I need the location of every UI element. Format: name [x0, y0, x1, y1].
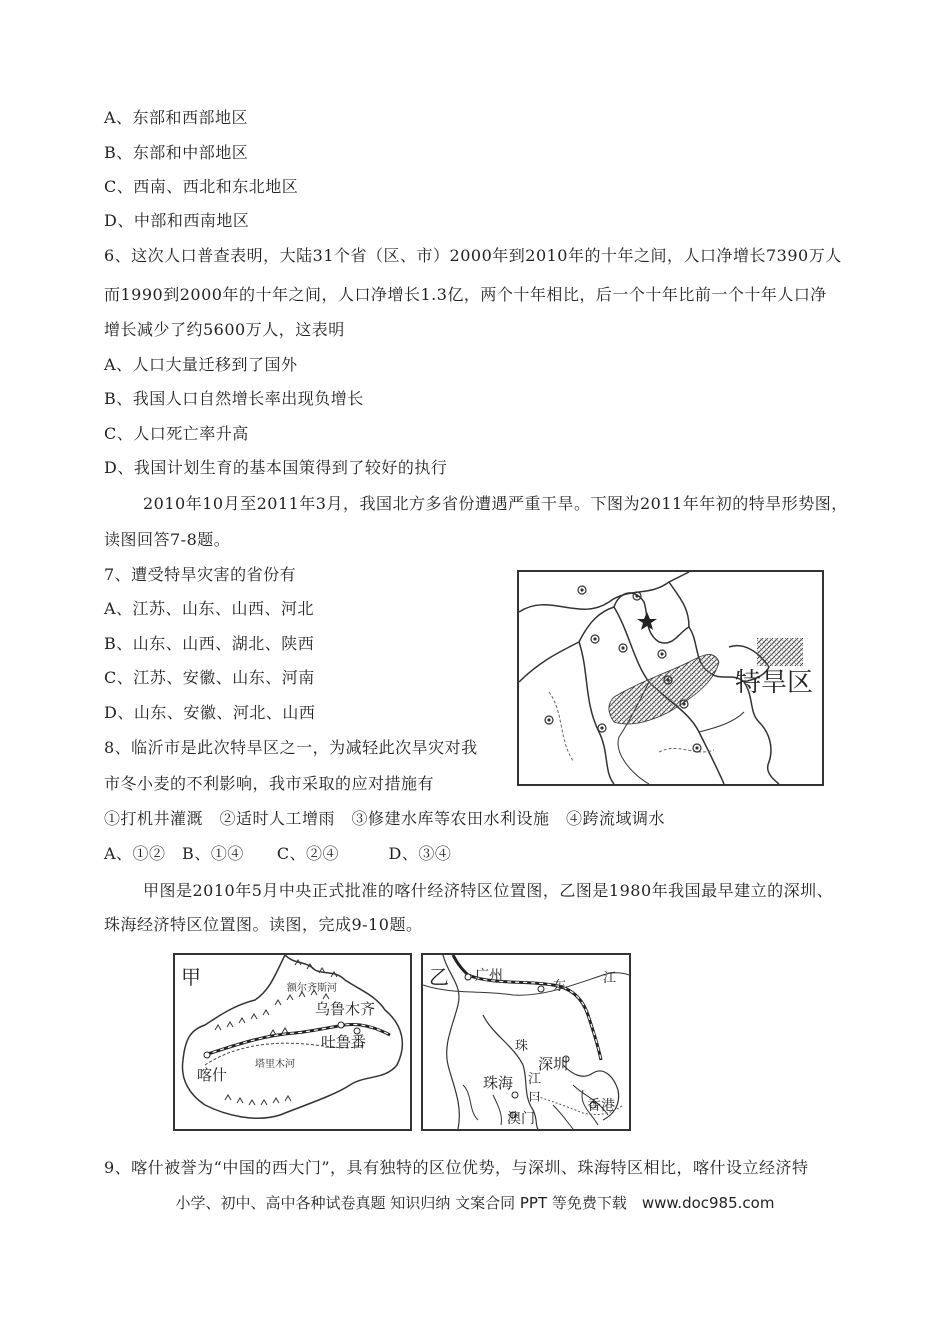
q7-option-b: B、山东、山西、湖北、陕西	[104, 634, 315, 653]
drought-legend-label: 特旱区	[735, 668, 814, 698]
q6-option-a: A、人口大量迁移到了国外	[104, 355, 298, 374]
label-shenzhen: 深圳	[538, 1055, 569, 1073]
label-guangzhou: 广州	[475, 968, 503, 984]
label-zhu: 珠	[515, 1039, 529, 1054]
q9-stem: 9、喀什被誉为“中国的西大门”，具有独特的区位优势，与深圳、珠海特区相比，喀什设立经济特	[104, 1158, 809, 1177]
q7-option-c: C、江苏、安徽、山东、河南	[104, 668, 315, 687]
q6-option-d: D、我国计划生育的基本国策得到了较好的执行	[104, 458, 448, 477]
q6-option-c: C、人口死亡率升高	[104, 424, 249, 443]
q5-option-b: B、东部和中部地区	[104, 143, 249, 162]
q5-option-d: D、中部和西南地区	[104, 211, 250, 230]
q6-stem-line1: 6、这次人口普查表明，大陆31个省（区、市）2000年到2010年的十年之间，人口净增长7390万人	[104, 246, 842, 265]
q8-measures: ①打机井灌溉 ②适时人工增雨 ③修建水库等农田水利设施 ④跨流域调水	[104, 809, 666, 828]
q7-option-d: D、山东、安徽、河北、山西	[104, 703, 316, 722]
page-footer: 小学、初中、高中各种试卷真题 知识归纳 文案合同 PPT 等免费下载 www.doc985.com	[175, 1194, 775, 1212]
q5-option-c: C、西南、西北和东北地区	[104, 177, 299, 196]
q8-stem-line1: 8、临沂市是此次特旱区之一，为减轻此次旱灾对我	[104, 738, 478, 757]
q5-option-a: A、东部和西部地区	[104, 108, 249, 127]
intro-7-8-line1: 2010年10月至2011年3月，我国北方多省份遭遇严重干旱。下图为2011年年初的特旱形势图，	[143, 494, 848, 513]
q7-stem: 7、遭受特旱灾害的省份有	[104, 565, 297, 584]
map-yi	[421, 953, 631, 1131]
label-dong: 东	[553, 979, 567, 994]
label-macau: 澳门	[507, 1111, 535, 1127]
label-kou: 口	[528, 1090, 542, 1105]
label-jiang: 江	[603, 971, 617, 986]
intro-9-10-line2: 珠海经济特区位置图。读图，完成9-10题。	[104, 915, 423, 934]
q8-options: A、①② B、①④ C、②④ D、③④	[104, 844, 452, 863]
q6-option-b: B、我国人口自然增长率出现负增长	[104, 389, 364, 408]
intro-9-10-line1: 甲图是2010年5月中央正式批准的喀什经济特区位置图，乙图是1980年我国最早建立的深圳、	[143, 881, 834, 900]
q6-stem-line3: 增长减少了约5600万人，这表明	[104, 320, 345, 339]
drought-map	[517, 570, 824, 786]
label-jiang2: 江	[528, 1072, 542, 1087]
label-irtysh: 额尔齐斯河	[287, 983, 337, 994]
label-turpan: 吐鲁番	[321, 1033, 367, 1051]
map-yi-title: 乙	[429, 965, 449, 989]
label-tarim: 塔里木河	[255, 1059, 295, 1070]
q8-stem-line2: 市冬小麦的不利影响，我市采取的应对措施有	[104, 774, 435, 793]
map-jia-title: 甲	[181, 965, 201, 989]
label-zhuhai: 珠海	[483, 1074, 514, 1092]
label-urumqi: 乌鲁木齐	[315, 1000, 376, 1018]
q6-stem-line2: 而1990到2000年的十年之间，人口净增长1.3亿，两个十年相比，后一个十年比前一个十年人口净	[104, 285, 827, 304]
label-kashgar: 喀什	[197, 1066, 228, 1084]
q7-option-a: A、江苏、山东、山西、河北	[104, 599, 315, 618]
map-jia	[173, 953, 412, 1131]
intro-7-8-line2: 读图回答7-8题。	[104, 530, 231, 549]
label-hongkong: 香港	[587, 1098, 615, 1114]
